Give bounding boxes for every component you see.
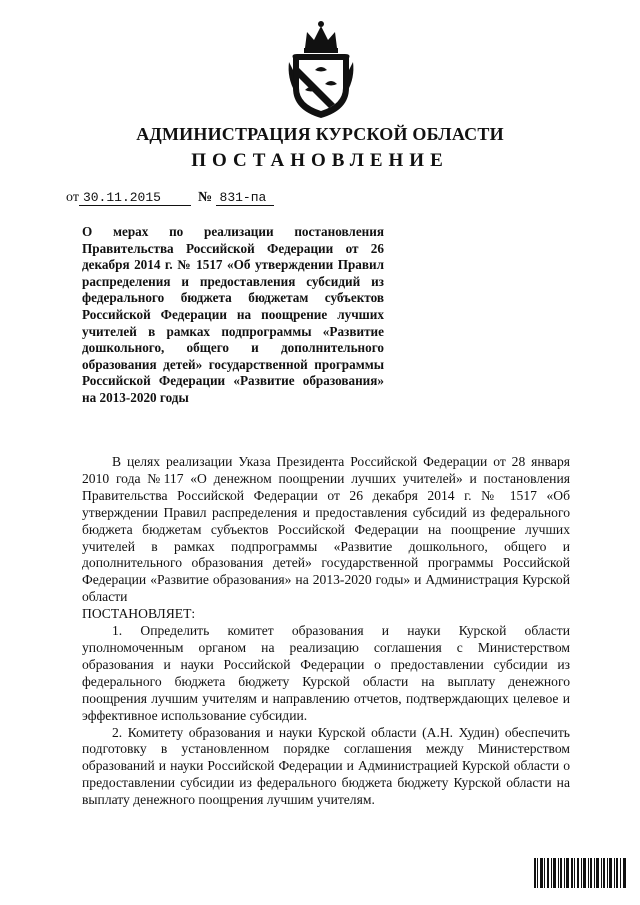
clause-1: 1. Определить комитет образования и науки Курской области уполномоченным органом на реализацию соглашения с Министерством образования и науки Российской Федерации о предоставлении субсидии из федерального бюджета бюджету Курской области на выплату денежного поощрения лучшим учителям и направлению отчетов, подтверждающих целевое и эффективное использование субсидии. [82,623,570,723]
date-prefix: от [66,190,79,205]
document-subject: О мерах по реализации постановления Правительства Российской Федерации от 26 декабря 2014 г. № 1517 «Об утверждении Правил распределения и предоставления субсидий из федерального бюджета бюджетам субъектов Российской Федерации на поощрение лучших учителей в рамках подпрограммы «Развитие дошкольного, общего и дополнительного образования детей» государственной программы Российской Федерации «Развитие образования» на 2013-2020 годы [82,224,384,405]
document-date: 30.11.2015 [79,190,191,206]
preamble-paragraph: В целях реализации Указа Президента Российской Федерации от 28 января 2010 года №117 «О денежном поощрении лучших учителей» и постановления Правительства Российской Федерации от 26 декабря 2014 г. № 1517 «Об утверждении Правил распределения и предоставления субсидий из федерального бюджета бюджетам субъектов Российской Федерации на поощрение лучших учителей в рамках подпрограммы «Развитие дошкольного, общего и дополнительного образования детей» государственной программы Российской Федерации «Развитие образования» на 2013-2020 годы» и Администрация Курской области [82,454,570,605]
document-number: 831-па [216,190,274,206]
kursk-coat-of-arms-icon [285,18,357,122]
barcode-icon [534,858,626,888]
date-number-line [66,190,274,206]
organization-name: АДМИНИСТРАЦИЯ КУРСКОЙ ОБЛАСТИ [136,124,504,144]
document-type: ПОСТАНОВЛЕНИЕ [191,150,449,171]
resolves-heading: ПОСТАНОВЛЯЕТ: [82,606,196,622]
clause-2: 2. Комитету образования и науки Курской области (А.Н. Худин) обеспечить подготовку в установленном порядке соглашения между Министерством образований и науки Российской Федерации и Администрацией Курской области о предоставлении субсидии из федерального бюджета бюджету Курской области на выплату денежного поощрения лучшим учителям. [82,724,570,808]
number-prefix: № [197,190,213,205]
document-body [82,454,570,809]
